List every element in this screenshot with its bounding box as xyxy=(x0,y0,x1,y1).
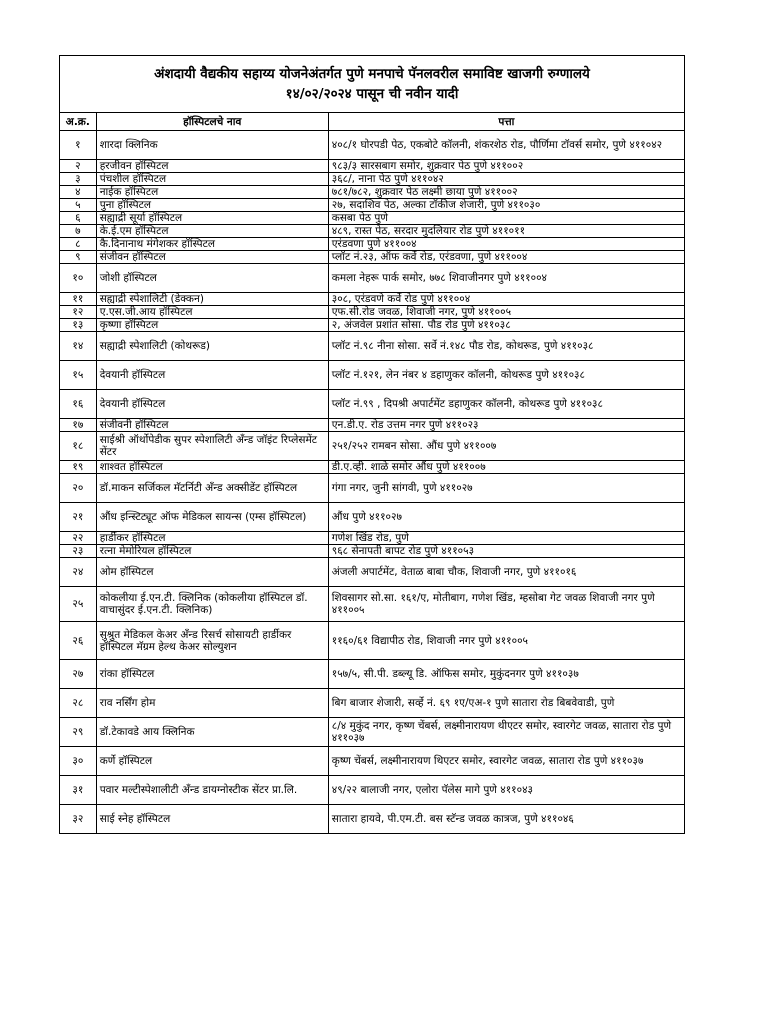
cell-serial-no: १४ xyxy=(60,332,97,361)
cell-serial-no: २३ xyxy=(60,545,97,558)
cell-serial-no: १३ xyxy=(60,319,97,332)
cell-address: कमला नेहरू पार्क समोर, ७७८ शिवाजीनगर पुणे ४११००४ xyxy=(328,264,684,293)
cell-hospital-name: संजीवन हॉस्पिटल xyxy=(96,251,328,264)
table-row xyxy=(60,173,685,186)
table-row xyxy=(60,238,685,251)
cell-address: ९६८ सेनापती बापट रोड पुणे ४११०५३ xyxy=(328,545,684,558)
cell-serial-no: ३० xyxy=(60,747,97,776)
cell-serial-no: २६ xyxy=(60,622,97,660)
table-row xyxy=(60,461,685,474)
cell-address: २७, सदाशिव पेठ, अल्का टॉकीज शेजारी, पुणे ४११०३० xyxy=(328,199,684,212)
cell-hospital-name: साईश्री ऑर्थोपेडीक सुपर स्पेशालिटी अँन्ड जॉइंट रिप्लेसमेंट सेंटर xyxy=(96,432,328,461)
cell-hospital-name: सह्याद्री स्पेशालिटी (डेक्कन) xyxy=(96,293,328,306)
table-row xyxy=(60,306,685,319)
cell-address: बिग बाजार शेजारी, सर्व्हे नं. ६९ १ए/एअ-१ पुणे सातारा रोड बिबवेवाडी, पुणे xyxy=(328,689,684,718)
cell-address: प्लॉट नं.९९ , दिपश्री अपार्टमेंट डहाणुकर कॉलनी, कोथरूड पुणे ४११०३८ xyxy=(328,390,684,419)
cell-hospital-name: हार्डीकर हॉस्पिटल xyxy=(96,532,328,545)
cell-hospital-name: ओम हॉस्पिटल xyxy=(96,558,328,587)
cell-hospital-name: नाईक हॉस्पिटल xyxy=(96,186,328,199)
table-row xyxy=(60,131,685,160)
cell-address: अंजली अपार्टमेंट, वेताळ बाबा चौक, शिवाजी नगर, पुणे ४११०१६ xyxy=(328,558,684,587)
cell-serial-no: २ xyxy=(60,160,97,173)
cell-address: ३०८, एरंडवणे कर्वे रोड पुणे ४११००४ xyxy=(328,293,684,306)
table-row xyxy=(60,264,685,293)
cell-address: १५७/५, सी.पी. डब्ल्यू डि. ऑफिस समोर, मुकुंदनगर पुणे ४११०३७ xyxy=(328,660,684,689)
cell-serial-no: १२ xyxy=(60,306,97,319)
cell-address: औंध पुणे ४११०२७ xyxy=(328,503,684,532)
cell-hospital-name: औंध इन्स्टिट्यूट ऑफ मेडिकल सायन्स (एम्स हॉस्पिटल) xyxy=(96,503,328,532)
cell-hospital-name: रत्ना मेमोरियल हॉस्पिटल xyxy=(96,545,328,558)
cell-address: सातारा हायवे, पी.एम.टी. बस स्टॅन्ड जवळ कात्रज, पुणे ४११०४६ xyxy=(328,805,684,834)
table-row xyxy=(60,805,685,834)
cell-serial-no: ३२ xyxy=(60,805,97,834)
table-row xyxy=(60,587,685,622)
cell-serial-no: २० xyxy=(60,474,97,503)
cell-address: ४९/२२ बालाजी नगर, एलोरा पॅलेस मागे पुणे ४११०४३ xyxy=(328,776,684,805)
table-row xyxy=(60,718,685,747)
cell-hospital-name: राव नर्सिंग होम xyxy=(96,689,328,718)
cell-address: ४०८/१ घोरपडी पेठ, एकबोटे कॉलनी, शंकरशेठ रोड, पौर्णिमा टॉवर्स समोर, पुणे ४११०४२ xyxy=(328,131,684,160)
table-row xyxy=(60,361,685,390)
cell-serial-no: ९ xyxy=(60,251,97,264)
cell-address: गणेश खिंड रोड, पुणे xyxy=(328,532,684,545)
cell-hospital-name: देवयानी हॉस्पिटल xyxy=(96,390,328,419)
cell-address: ९८३/३ सारसबाग समोर, शुक्रवार पेठ पुणे ४११००२ xyxy=(328,160,684,173)
cell-address: ८/४ मुकुंद नगर, कृष्ण चेंबर्स, लक्ष्मीनारायण थीएटर समोर, स्वारगेट जवळ, सातारा रोड पुणे ४११०३७ xyxy=(328,718,684,747)
title-line-1: अंशदायी वैद्यकीय सहाय्य योजनेअंतर्गत पुणे मनपाचे पॅनलवरील समाविष्ट खाजगी रुग्णालये xyxy=(154,66,590,82)
cell-serial-no: २८ xyxy=(60,689,97,718)
table-row xyxy=(60,747,685,776)
cell-hospital-name: कै.दिनानाथ मंगेशकर हॉस्पिटल xyxy=(96,238,328,251)
cell-serial-no: १९ xyxy=(60,461,97,474)
table-row xyxy=(60,419,685,432)
cell-serial-no: २७ xyxy=(60,660,97,689)
table-row xyxy=(60,558,685,587)
cell-hospital-name: जोशी हॉस्पिटल xyxy=(96,264,328,293)
table-row xyxy=(60,319,685,332)
cell-serial-no: ११ xyxy=(60,293,97,306)
cell-serial-no: २९ xyxy=(60,718,97,747)
table-row xyxy=(60,532,685,545)
cell-serial-no: ८ xyxy=(60,238,97,251)
table-row xyxy=(60,225,685,238)
cell-hospital-name: के.ई.एम हॉस्पिटल xyxy=(96,225,328,238)
table-body xyxy=(60,131,685,834)
cell-address: एरंडवणा पुणे ४११००४ xyxy=(328,238,684,251)
cell-address: ११६०/६१ विद्यापीठ रोड, शिवाजी नगर पुणे ४११००५ xyxy=(328,622,684,660)
cell-serial-no: १६ xyxy=(60,390,97,419)
cell-hospital-name: कृष्णा हॉस्पिटल xyxy=(96,319,328,332)
table-row xyxy=(60,186,685,199)
cell-hospital-name: कोकलीया ई.एन.टी. क्लिनिक (कोकलीया हॉस्पिटल डॉ. वाचासुंदर ई.एन.टी. क्लिनिक) xyxy=(96,587,328,622)
cell-hospital-name: सह्याद्री सूर्या हॉस्पिटल xyxy=(96,212,328,225)
document-title xyxy=(60,56,685,113)
cell-address: २, अंजवेल प्रशांत सोसा. पौड रोड पुणे ४११०३८ xyxy=(328,319,684,332)
table-row xyxy=(60,689,685,718)
cell-serial-no: ५ xyxy=(60,199,97,212)
cell-address: कसबा पेठ पुणे xyxy=(328,212,684,225)
cell-hospital-name: सुश्रुत मेडिकल केअर अँन्ड रिसर्च सोसायटी हार्डीकर हॉस्पिटल मॅग्रम हेल्थ केअर सोल्युशन xyxy=(96,622,328,660)
cell-serial-no: २४ xyxy=(60,558,97,587)
cell-serial-no: १८ xyxy=(60,432,97,461)
cell-hospital-name: कर्णे हॉस्पिटल xyxy=(96,747,328,776)
cell-hospital-name: देवयानी हॉस्पिटल xyxy=(96,361,328,390)
table-row xyxy=(60,160,685,173)
cell-hospital-name: डॉ.टेकावडे आय क्लिनिक xyxy=(96,718,328,747)
cell-address: शिवसागर सो.सा. १६१/ए, मोतीबाग, गणेश खिंड, म्हसोबा गेट जवळ शिवाजी नगर पुणे ४११००५ xyxy=(328,587,684,622)
cell-serial-no: २१ xyxy=(60,503,97,532)
table-row xyxy=(60,332,685,361)
table-row xyxy=(60,776,685,805)
cell-address: गंगा नगर, जुनी सांगवी, पुणे ४११०२७ xyxy=(328,474,684,503)
cell-hospital-name: शारदा क्लिनिक xyxy=(96,131,328,160)
cell-hospital-name: पुना हॉस्पिटल xyxy=(96,199,328,212)
cell-address: प्लॉट नं.९८ नीना सोसा. सर्वे नं.१४८ पौड रोड, कोथरूड, पुणे ४११०३८ xyxy=(328,332,684,361)
cell-address: प्लॉट नं.१२१, लेन नंबर ४ डहाणुकर कॉलनी, कोथरूड पुणे ४११०३८ xyxy=(328,361,684,390)
cell-serial-no: १५ xyxy=(60,361,97,390)
cell-address: प्लॉट नं.२३, ऑफ कर्वे रोड, एरंडवणा, पुणे ४११००४ xyxy=(328,251,684,264)
header-hospital-name: हॉस्पिटलचे नाव xyxy=(96,113,328,131)
cell-address: ४८९, रास्त पेठ, सरदार मुदलियार रोड पुणे ४११०११ xyxy=(328,225,684,238)
cell-serial-no: ६ xyxy=(60,212,97,225)
cell-serial-no: १० xyxy=(60,264,97,293)
cell-serial-no: २२ xyxy=(60,532,97,545)
header-serial-no: अ.क्र. xyxy=(60,113,97,131)
cell-hospital-name: डॉ.माकन सर्जिकल मॅटर्निटी अँन्ड अक्सीडेंट हॉस्पिटल xyxy=(96,474,328,503)
cell-serial-no: ७ xyxy=(60,225,97,238)
table-row xyxy=(60,545,685,558)
table-row xyxy=(60,622,685,660)
cell-address: कृष्ण चेंबर्स, लक्ष्मीनारायण थिएटर समोर, स्वारगेट जवळ, सातारा रोड पुणे ४११०३७ xyxy=(328,747,684,776)
cell-address: एफ.सी.रोड जवळ, शिवाजी नगर, पुणे ४११००५ xyxy=(328,306,684,319)
cell-serial-no: ३ xyxy=(60,173,97,186)
cell-address: डी.ए.व्ही. शाळे समोर औंध पुणे ४११००७ xyxy=(328,461,684,474)
cell-address: ३६८/, नाना पेठ पुणे ४११०४२ xyxy=(328,173,684,186)
cell-hospital-name: साई स्नेह हॉस्पिटल xyxy=(96,805,328,834)
table-row xyxy=(60,293,685,306)
cell-hospital-name: संजीवनी हॉस्पिटल xyxy=(96,419,328,432)
table-row xyxy=(60,212,685,225)
table-row xyxy=(60,390,685,419)
cell-address: २५१/२५२ रामबन सोसा. औंध पुणे ४११००७ xyxy=(328,432,684,461)
cell-serial-no: २५ xyxy=(60,587,97,622)
cell-serial-no: १ xyxy=(60,131,97,160)
table-row xyxy=(60,503,685,532)
cell-hospital-name: पंचशील हॉस्पिटल xyxy=(96,173,328,186)
table-row xyxy=(60,251,685,264)
hospital-table xyxy=(59,55,685,834)
hospital-list-sheet xyxy=(59,55,685,834)
cell-address: एन.डी.ए. रोड उत्तम नगर पुणे ४११०२३ xyxy=(328,419,684,432)
cell-hospital-name: पवार मल्टीस्पेशालीटी अँन्ड डायग्नोस्टीक सेंटर प्रा.लि. xyxy=(96,776,328,805)
cell-address: ७८१/७८२, शुक्रवार पेठ लक्ष्मी छाया पुणे ४११००२ xyxy=(328,186,684,199)
cell-hospital-name: ए.एस.जी.आय हॉस्पिटल xyxy=(96,306,328,319)
cell-serial-no: १७ xyxy=(60,419,97,432)
table-row xyxy=(60,474,685,503)
cell-serial-no: ४ xyxy=(60,186,97,199)
table-row xyxy=(60,660,685,689)
header-address: पत्ता xyxy=(328,113,684,131)
cell-hospital-name: हरजीवन हॉस्पिटल xyxy=(96,160,328,173)
cell-hospital-name: शाश्वत हॉस्पिटल xyxy=(96,461,328,474)
table-row xyxy=(60,199,685,212)
table-row xyxy=(60,432,685,461)
cell-hospital-name: रांका हॉस्पिटल xyxy=(96,660,328,689)
cell-hospital-name: सह्याद्री स्पेशालिटी (कोथरूड) xyxy=(96,332,328,361)
cell-serial-no: ३१ xyxy=(60,776,97,805)
title-line-2: १४/०२/२०२४ पासून ची नवीन यादी xyxy=(285,86,459,102)
